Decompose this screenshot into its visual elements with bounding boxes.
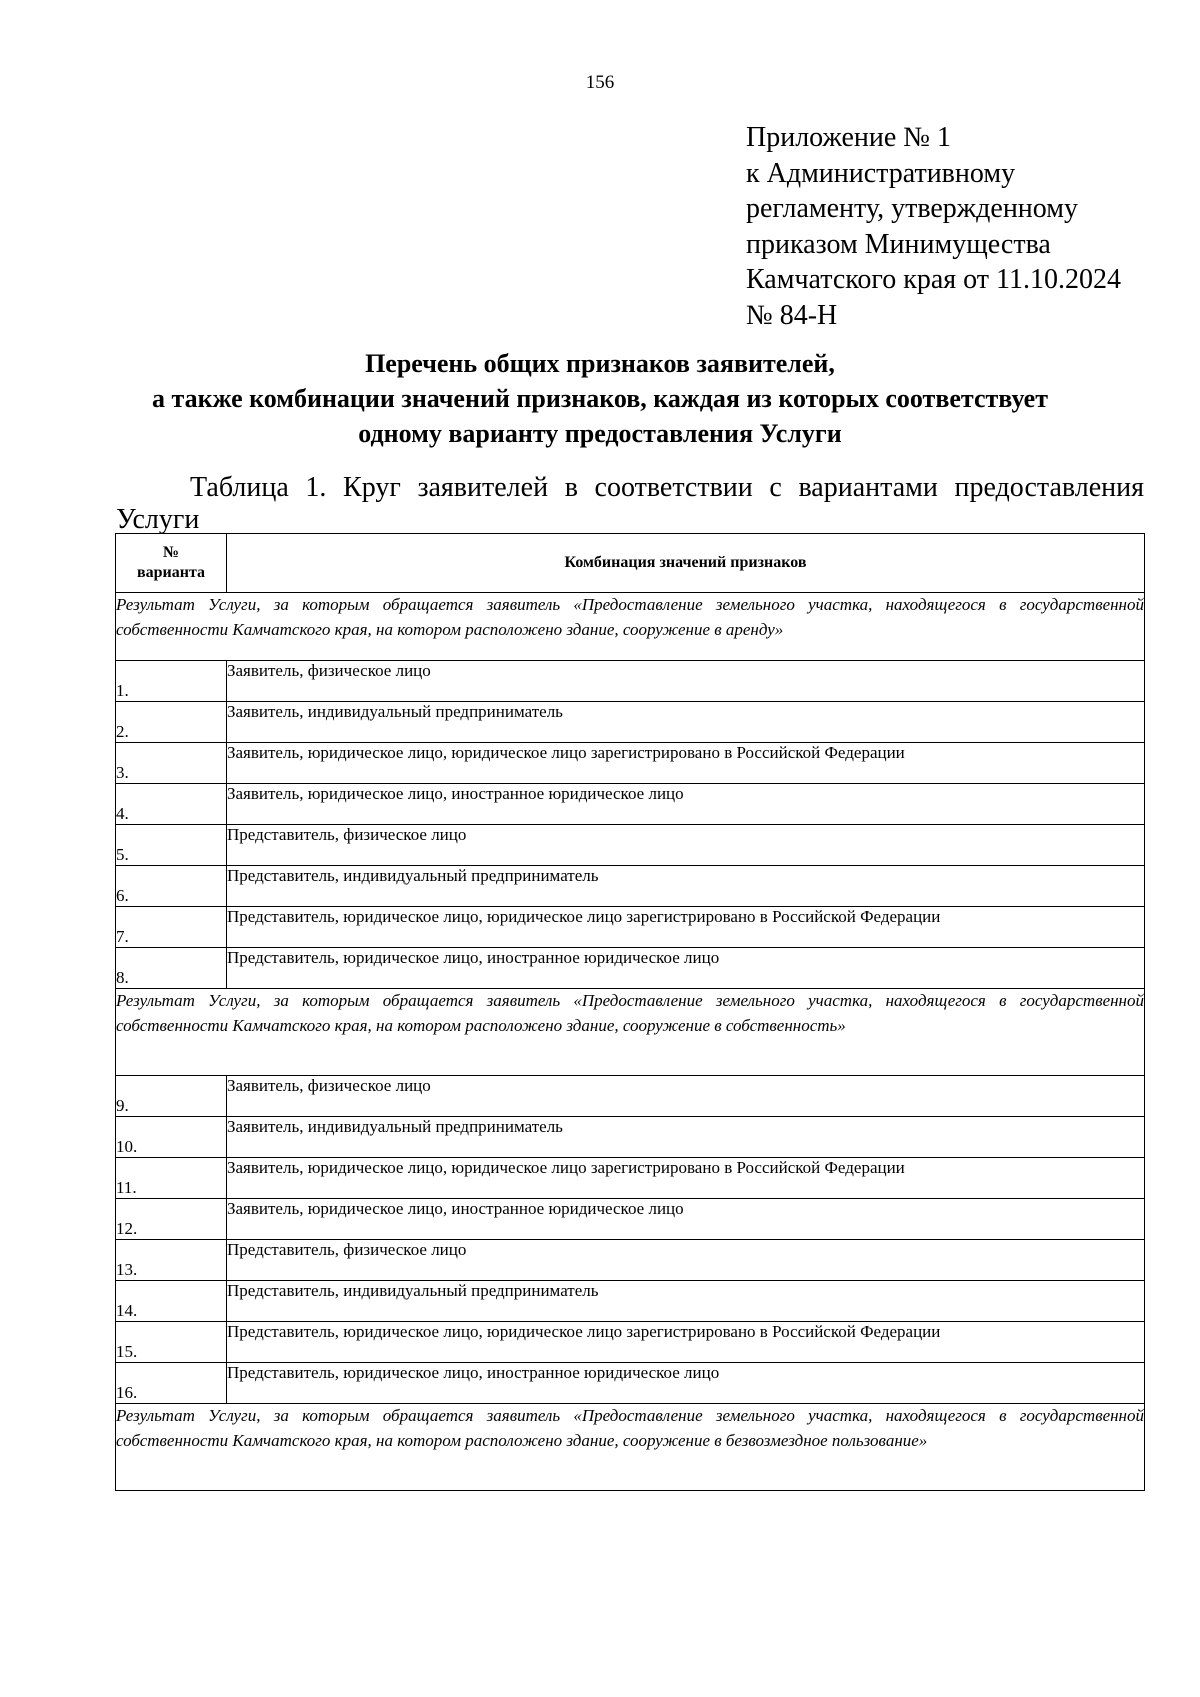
variant-combination: Представитель, индивидуальный предприниматель: [227, 866, 1145, 907]
variant-number: 11.: [116, 1158, 227, 1199]
header-number-sign: №: [162, 544, 180, 561]
section-row: [116, 593, 1145, 661]
variant-combination: Заявитель, физическое лицо: [227, 1076, 1145, 1117]
table-header-row: [116, 534, 1145, 593]
variant-combination: Представитель, юридическое лицо, юридическое лицо зарегистрировано в Российской Федерации: [227, 907, 1145, 948]
table-row: [116, 1117, 1145, 1158]
page-number: 156: [585, 72, 615, 93]
variant-combination: Заявитель, юридическое лицо, иностранное юридическое лицо: [227, 784, 1145, 825]
table-row: [116, 1158, 1145, 1199]
title-line: Перечень общих признаков заявителей,: [365, 349, 835, 378]
appendix-line: регламенту, утвержденному: [746, 193, 1078, 224]
variant-number: 16.: [116, 1363, 227, 1404]
variant-combination: Представитель, физическое лицо: [227, 825, 1145, 866]
variant-number: 10.: [116, 1117, 227, 1158]
variant-combination: Представитель, юридическое лицо, иностранное юридическое лицо: [227, 948, 1145, 989]
appendix-line: к Административному: [746, 157, 1016, 189]
header-combination: Комбинация значений признаков: [227, 534, 1145, 593]
section-row: [116, 1404, 1145, 1491]
table-row: [116, 1199, 1145, 1240]
section-result: Результат Услуги, за которым обращается заявитель «Предоставление земельного участка, находящегося в государственной собственности Камчатского края, на котором расположено здание, сооружение в безвозмездное пользование»: [116, 1404, 1145, 1491]
variant-number: 3.: [116, 743, 227, 784]
variant-combination: Заявитель, индивидуальный предприниматель: [227, 1117, 1145, 1158]
table-row: [116, 661, 1145, 702]
table-row: [116, 948, 1145, 989]
table-row: [116, 1240, 1145, 1281]
variant-combination: Заявитель, юридическое лицо, юридическое лицо зарегистрировано в Российской Федерации: [227, 1158, 1145, 1199]
appendix-line: Приложение № 1: [746, 122, 951, 153]
appendix-line: Камчатского края от 11.10.2024: [746, 264, 1121, 295]
table-caption-line: Таблица 1. Круг заявителей в соответствии с вариантами предоставления: [190, 472, 1144, 503]
table-row: [116, 702, 1145, 743]
variant-number: 6.: [116, 866, 227, 907]
section-result: Результат Услуги, за которым обращается заявитель «Предоставление земельного участка, находящегося в государственной собственности Камчатского края, на котором расположено здание, сооружение в аренду»: [116, 593, 1145, 661]
variant-combination: Заявитель, физическое лицо: [227, 661, 1145, 702]
section-row: [116, 989, 1145, 1076]
variant-combination: Заявитель, индивидуальный предприниматель: [227, 702, 1145, 743]
variant-combination: Представитель, юридическое лицо, иностранное юридическое лицо: [227, 1363, 1145, 1404]
variants-table: [115, 533, 1145, 1491]
variant-combination: Представитель, физическое лицо: [227, 1240, 1145, 1281]
table-caption-line: Услуги: [116, 504, 200, 535]
table-row: [116, 1281, 1145, 1322]
table-row: [116, 743, 1145, 784]
variant-number: 2.: [116, 702, 227, 743]
variant-number: 8.: [116, 948, 227, 989]
variant-combination: Представитель, юридическое лицо, юридическое лицо зарегистрировано в Российской Федерации: [227, 1322, 1145, 1363]
header-number-word: варианта: [136, 564, 206, 581]
appendix-line: приказом Минимущества: [746, 228, 1051, 260]
table-row: [116, 784, 1145, 825]
variant-number: 12.: [116, 1199, 227, 1240]
variant-combination: Заявитель, юридическое лицо, иностранное юридическое лицо: [227, 1199, 1145, 1240]
appendix-header: [746, 120, 1121, 333]
variant-number: 13.: [116, 1240, 227, 1281]
variant-number: 5.: [116, 825, 227, 866]
table-row: [116, 1363, 1145, 1404]
title-line: а также комбинации значений признаков, каждая из которых соответствует: [152, 384, 1048, 413]
table-row: [116, 1076, 1145, 1117]
document-title: [100, 346, 1100, 451]
appendix-line: № 84-Н: [746, 299, 838, 331]
table-caption: [116, 472, 1144, 536]
table-row: [116, 1322, 1145, 1363]
variant-number: 9.: [116, 1076, 227, 1117]
table-row: [116, 825, 1145, 866]
header-variant-number: [116, 534, 227, 593]
variant-combination: Заявитель, юридическое лицо, юридическое лицо зарегистрировано в Российской Федерации: [227, 743, 1145, 784]
variant-number: 4.: [116, 784, 227, 825]
table-row: [116, 907, 1145, 948]
variant-number: 14.: [116, 1281, 227, 1322]
variant-number: 15.: [116, 1322, 227, 1363]
variant-combination: Представитель, индивидуальный предприниматель: [227, 1281, 1145, 1322]
section-result: Результат Услуги, за которым обращается заявитель «Предоставление земельного участка, находящегося в государственной собственности Камчатского края, на котором расположено здание, сооружение в собственность»: [116, 989, 1145, 1076]
variant-number: 7.: [116, 907, 227, 948]
title-line: одному варианту предоставления Услуги: [358, 419, 842, 448]
table-row: [116, 866, 1145, 907]
variant-number: 1.: [116, 661, 227, 702]
